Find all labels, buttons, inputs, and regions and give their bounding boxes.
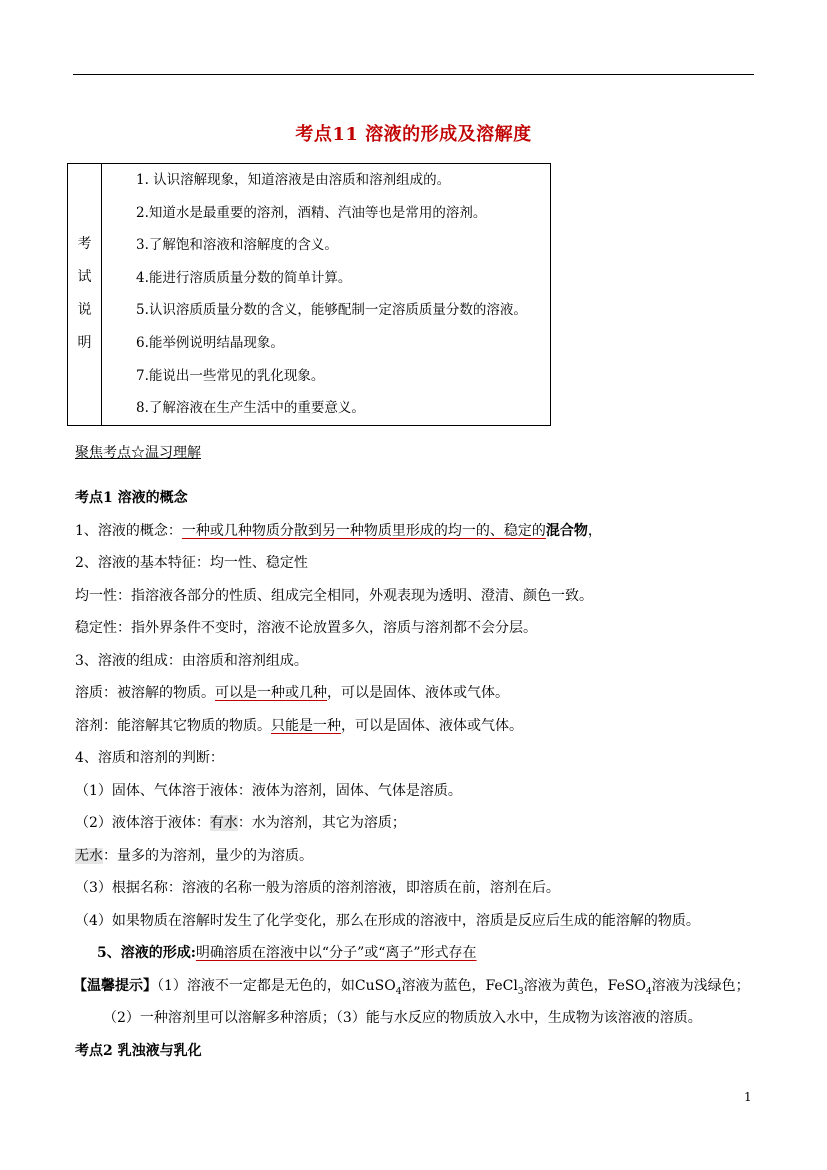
kp1-line-3: 均一性：指溶液各部分的性质、组成完全相同，外观表现为透明、澄清、颜色一致。	[75, 588, 593, 604]
kp1-heading: 考点1 溶液的概念	[75, 490, 188, 506]
exam-table-items	[102, 164, 551, 426]
warm-tip-2: （2）一种溶剂里可以溶解多种溶质；（3）能与水反应的物质放入水中，生成物为该溶液的溶质。	[103, 1010, 702, 1026]
header-rule	[73, 74, 754, 75]
exam-requirements-table	[67, 163, 551, 426]
kp1-line-12: （3）根据名称：溶液的名称一般为溶质的溶剂溶液，即溶质在前，溶剂在后。	[75, 880, 560, 896]
kp1-line-10: （2）液体溶于液体：有水：水为溶剂，其它为溶质；	[75, 815, 406, 831]
exam-item: 2.知道水是最重要的溶剂，酒精、汽油等也是常用的溶剂。	[136, 204, 487, 221]
page-number: 1	[744, 1090, 752, 1104]
section-heading: 聚焦考点☆温习理解	[75, 445, 201, 461]
kp1-line-9: （1）固体、气体溶于液体：液体为溶剂，固体、气体是溶质。	[75, 783, 462, 799]
highlight: 有水	[209, 815, 238, 831]
kp1-line-2: 2、溶液的基本特征：均一性、稳定性	[75, 555, 308, 571]
warm-tip-label: 【温馨提示】	[73, 978, 157, 994]
exam-item: 8.了解溶液在生产生活中的重要意义。	[136, 400, 365, 417]
exam-item: 1. 认识溶解现象，知道溶液是由溶质和溶剂组成的。	[136, 172, 451, 188]
warm-tip: 【温馨提示】（1）溶液不一定都是无色的，如CuSO$_4$溶液为蓝色，FeCl$_3$溶液为黄色，FeSO$_4$溶液为浅绿色；	[73, 978, 750, 997]
kp1-line-14: 5、溶液的形成:明确溶质在溶液中以“分子”或“离子”形式存在	[97, 945, 477, 961]
kp2-heading: 考点2 乳浊液与乳化	[75, 1043, 202, 1059]
kp1-line-1: 1、溶液的概念：一种或几种物质分散到另一种物质里形成的均一的、稳定的混合物，	[75, 523, 602, 539]
exam-item: 7.能说出一些常见的乳化现象。	[136, 367, 325, 384]
exam-item: 6.能举例说明结晶现象。	[136, 334, 284, 351]
kp1-line-7: 溶剂：能溶解其它物质的物质。只能是一种，可以是固体、液体或气体。	[75, 718, 523, 734]
exam-item: 5.认识溶质质量分数的含义，能够配制一定溶质质量分数的溶液。	[136, 302, 527, 319]
kp1-line-13: （4）如果物质在溶解时发生了化学变化，那么在形成的溶液中，溶质是反应后生成的能溶解的物质。	[75, 913, 700, 929]
kp1-line-5: 3、溶液的组成：由溶质和溶剂组成。	[75, 653, 308, 669]
underlined-definition: 一种或几种物质分散到另一种物质里形成的均一的、稳定的	[181, 523, 546, 539]
kp1-line-8: 4、溶质和溶剂的判断：	[75, 750, 224, 766]
exam-table-side-label: 考 试 说 明	[68, 164, 102, 426]
page-title: 考点11 溶液的形成及溶解度	[295, 124, 532, 145]
highlight: 无水	[75, 848, 103, 864]
exam-item: 4.能进行溶质质量分数的简单计算。	[136, 269, 352, 286]
kp1-line-4: 稳定性：指外界条件不变时，溶液不论放置多久，溶质与溶剂都不会分层。	[75, 620, 537, 636]
kp1-line-6: 溶质：被溶解的物质。可以是一种或几种，可以是固体、液体或气体。	[75, 685, 509, 701]
kp1-line-11: 无水：量多的为溶剂，量少的为溶质。	[75, 848, 313, 864]
exam-item: 3.了解饱和溶液和溶解度的含义。	[136, 237, 338, 254]
